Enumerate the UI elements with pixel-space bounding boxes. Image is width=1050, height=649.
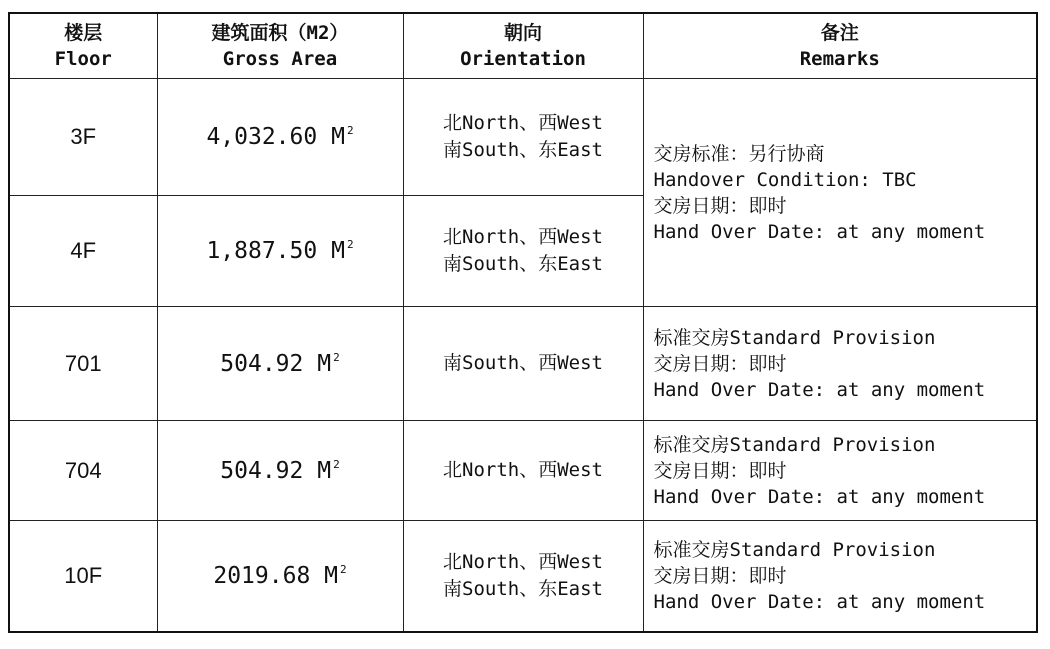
- orientation-line: 北North、西West: [443, 459, 603, 481]
- header-remarks-zh: 备注: [820, 22, 859, 44]
- remarks-line: 交房日期：即时: [653, 352, 787, 375]
- header-floor-zh: 楼层: [64, 22, 103, 44]
- remarks-line: 交房日期：即时: [653, 194, 787, 217]
- table-row: [9, 521, 1037, 633]
- orientation-cell: [403, 307, 643, 421]
- area-value: 4,032.60: [206, 124, 318, 150]
- remarks-line: 交房日期：即时: [653, 565, 787, 587]
- floor-table: [8, 12, 1038, 633]
- table-row: [9, 79, 1037, 196]
- header-remarks-en: Remarks: [799, 48, 880, 70]
- orientation-cell: [403, 421, 643, 521]
- remarks-line: 标准交房Standard Provision: [653, 539, 936, 561]
- remarks-line: Handover Condition: TBC: [653, 168, 917, 191]
- remarks-cell: [643, 307, 1037, 421]
- floor-table-container: [8, 12, 1038, 633]
- area-value: 2019.68: [213, 563, 311, 589]
- table-row: [9, 307, 1037, 421]
- area-unit-sup: 2: [346, 238, 354, 251]
- orientation-line: 南South、东East: [443, 578, 603, 600]
- header-floor-en: Floor: [54, 48, 112, 70]
- area-cell: [157, 196, 403, 307]
- area-cell: [157, 307, 403, 421]
- remarks-line: Hand Over Date: at any moment: [653, 378, 986, 401]
- area-unit: M: [331, 124, 345, 150]
- area-cell: [157, 79, 403, 196]
- area-unit: M: [324, 563, 339, 589]
- floor-cell: 10F: [9, 521, 157, 633]
- header-area-en: Gross Area: [222, 48, 338, 70]
- area-value: 504.92: [220, 457, 304, 484]
- area-unit: M: [317, 457, 332, 484]
- area-cell: [157, 521, 403, 633]
- floor-cell: 701: [9, 307, 157, 421]
- area-unit-sup: 2: [333, 350, 340, 364]
- remarks-line: 交房日期：即时: [653, 459, 787, 482]
- remarks-line: Hand Over Date: at any moment: [653, 485, 986, 508]
- orientation-cell: [403, 196, 643, 307]
- area-unit-sup: 2: [346, 124, 354, 137]
- area-cell: [157, 421, 403, 521]
- orientation-line: 北North、西West: [443, 226, 603, 248]
- remarks-line: Hand Over Date: at any moment: [653, 591, 986, 613]
- header-remarks: [643, 13, 1037, 79]
- area-value: 504.92: [220, 350, 304, 377]
- remarks-line: 交房标准：另行协商: [653, 142, 825, 165]
- remarks-line: 标准交房Standard Provision: [653, 433, 936, 456]
- orientation-line: 北North、西West: [443, 551, 603, 573]
- orientation-line: 南South、东East: [443, 253, 603, 275]
- header-orientation-zh: 朝向: [503, 22, 542, 44]
- header-floor: [9, 13, 157, 79]
- floor-cell: 4F: [9, 196, 157, 307]
- header-area-zh: 建筑面积（M2）: [211, 22, 349, 44]
- area-unit: M: [331, 238, 345, 264]
- floor-cell: 3F: [9, 79, 157, 196]
- floor-cell: 704: [9, 421, 157, 521]
- orientation-line: 北North、西West: [443, 112, 603, 134]
- orientation-line: 南South、西West: [443, 352, 603, 374]
- header-row: [9, 13, 1037, 79]
- area-unit-sup: 2: [340, 563, 347, 576]
- table-row: [9, 421, 1037, 521]
- remarks-line: Hand Over Date: at any moment: [653, 220, 986, 243]
- remarks-cell-merged: [643, 79, 1037, 307]
- area-unit: M: [317, 350, 332, 377]
- orientation-cell: [403, 79, 643, 196]
- header-area: [157, 13, 403, 79]
- header-orientation-en: Orientation: [460, 48, 586, 70]
- remarks-cell: [643, 521, 1037, 633]
- orientation-line: 南South、东East: [443, 139, 603, 161]
- remarks-line: 标准交房Standard Provision: [653, 326, 936, 349]
- remarks-cell: [643, 421, 1037, 521]
- area-unit-sup: 2: [333, 457, 340, 471]
- area-value: 1,887.50: [206, 238, 318, 264]
- header-orientation: [403, 13, 643, 79]
- orientation-cell: [403, 521, 643, 633]
